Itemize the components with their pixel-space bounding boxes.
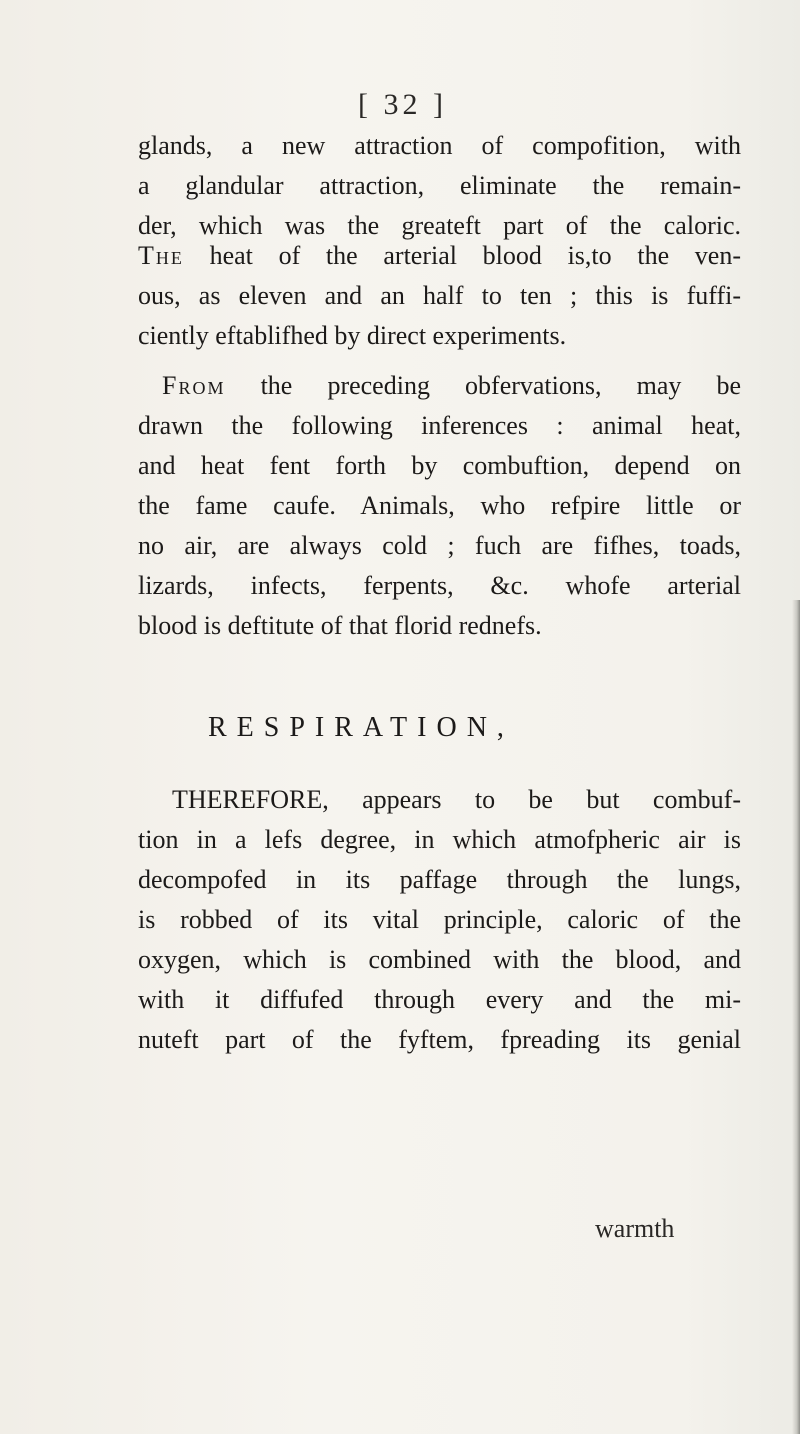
text-line: drawn the following inferences : animal heat,	[138, 411, 741, 440]
text-line: nuteft part of the fyftem, fpreading its genial	[138, 1025, 741, 1054]
paragraph-lead-rest: the preceding obfervations, may be	[225, 371, 741, 400]
text-line: glands, a new attraction of compofition, with	[138, 131, 741, 160]
text-line: THEREFORE, appears to be but combuf-	[172, 785, 741, 814]
text-line: oxygen, which is combined with the blood, and	[138, 945, 741, 974]
text-line: the fame caufe. Animals, who refpire little or	[138, 491, 741, 520]
text-line: ous, as eleven and an half to ten ; this is fuffi-	[138, 281, 741, 310]
text-line: with it diffufed through every and the mi-	[138, 985, 741, 1014]
catchword: warmth	[595, 1214, 675, 1243]
text-line: is robbed of its vital principle, caloric of the	[138, 905, 741, 934]
text-line	[138, 370, 741, 402]
text-line: and heat fent forth by combuftion, depend on	[138, 451, 741, 480]
text-line: decompofed in its paffage through the lungs,	[138, 865, 741, 894]
text-line	[138, 240, 741, 272]
text-line: tion in a lefs degree, in which atmofpheric air is	[138, 825, 741, 854]
text-line: ciently eftablifhed by direct experiments.	[138, 321, 567, 350]
page-edge-shadow	[792, 600, 800, 1434]
text-line: lizards, infects, ferpents, &c. whofe arterial	[138, 571, 741, 600]
paragraph-lead-rest: heat of the arterial blood is,to the ven-	[183, 241, 741, 270]
page-number-header: [ 32 ]	[358, 88, 447, 121]
paragraph-lead: From	[162, 371, 226, 400]
text-line: no air, are always cold ; fuch are fifhes, toads,	[138, 531, 741, 560]
section-heading: RESPIRATION,	[208, 712, 514, 743]
text-line: der, which was the greateft part of the caloric.	[138, 211, 741, 240]
text-line: blood is deftitute of that florid rednefs.	[138, 611, 542, 640]
paragraph-lead: The	[138, 241, 184, 270]
text-line: a glandular attraction, eliminate the remain-	[138, 171, 741, 200]
